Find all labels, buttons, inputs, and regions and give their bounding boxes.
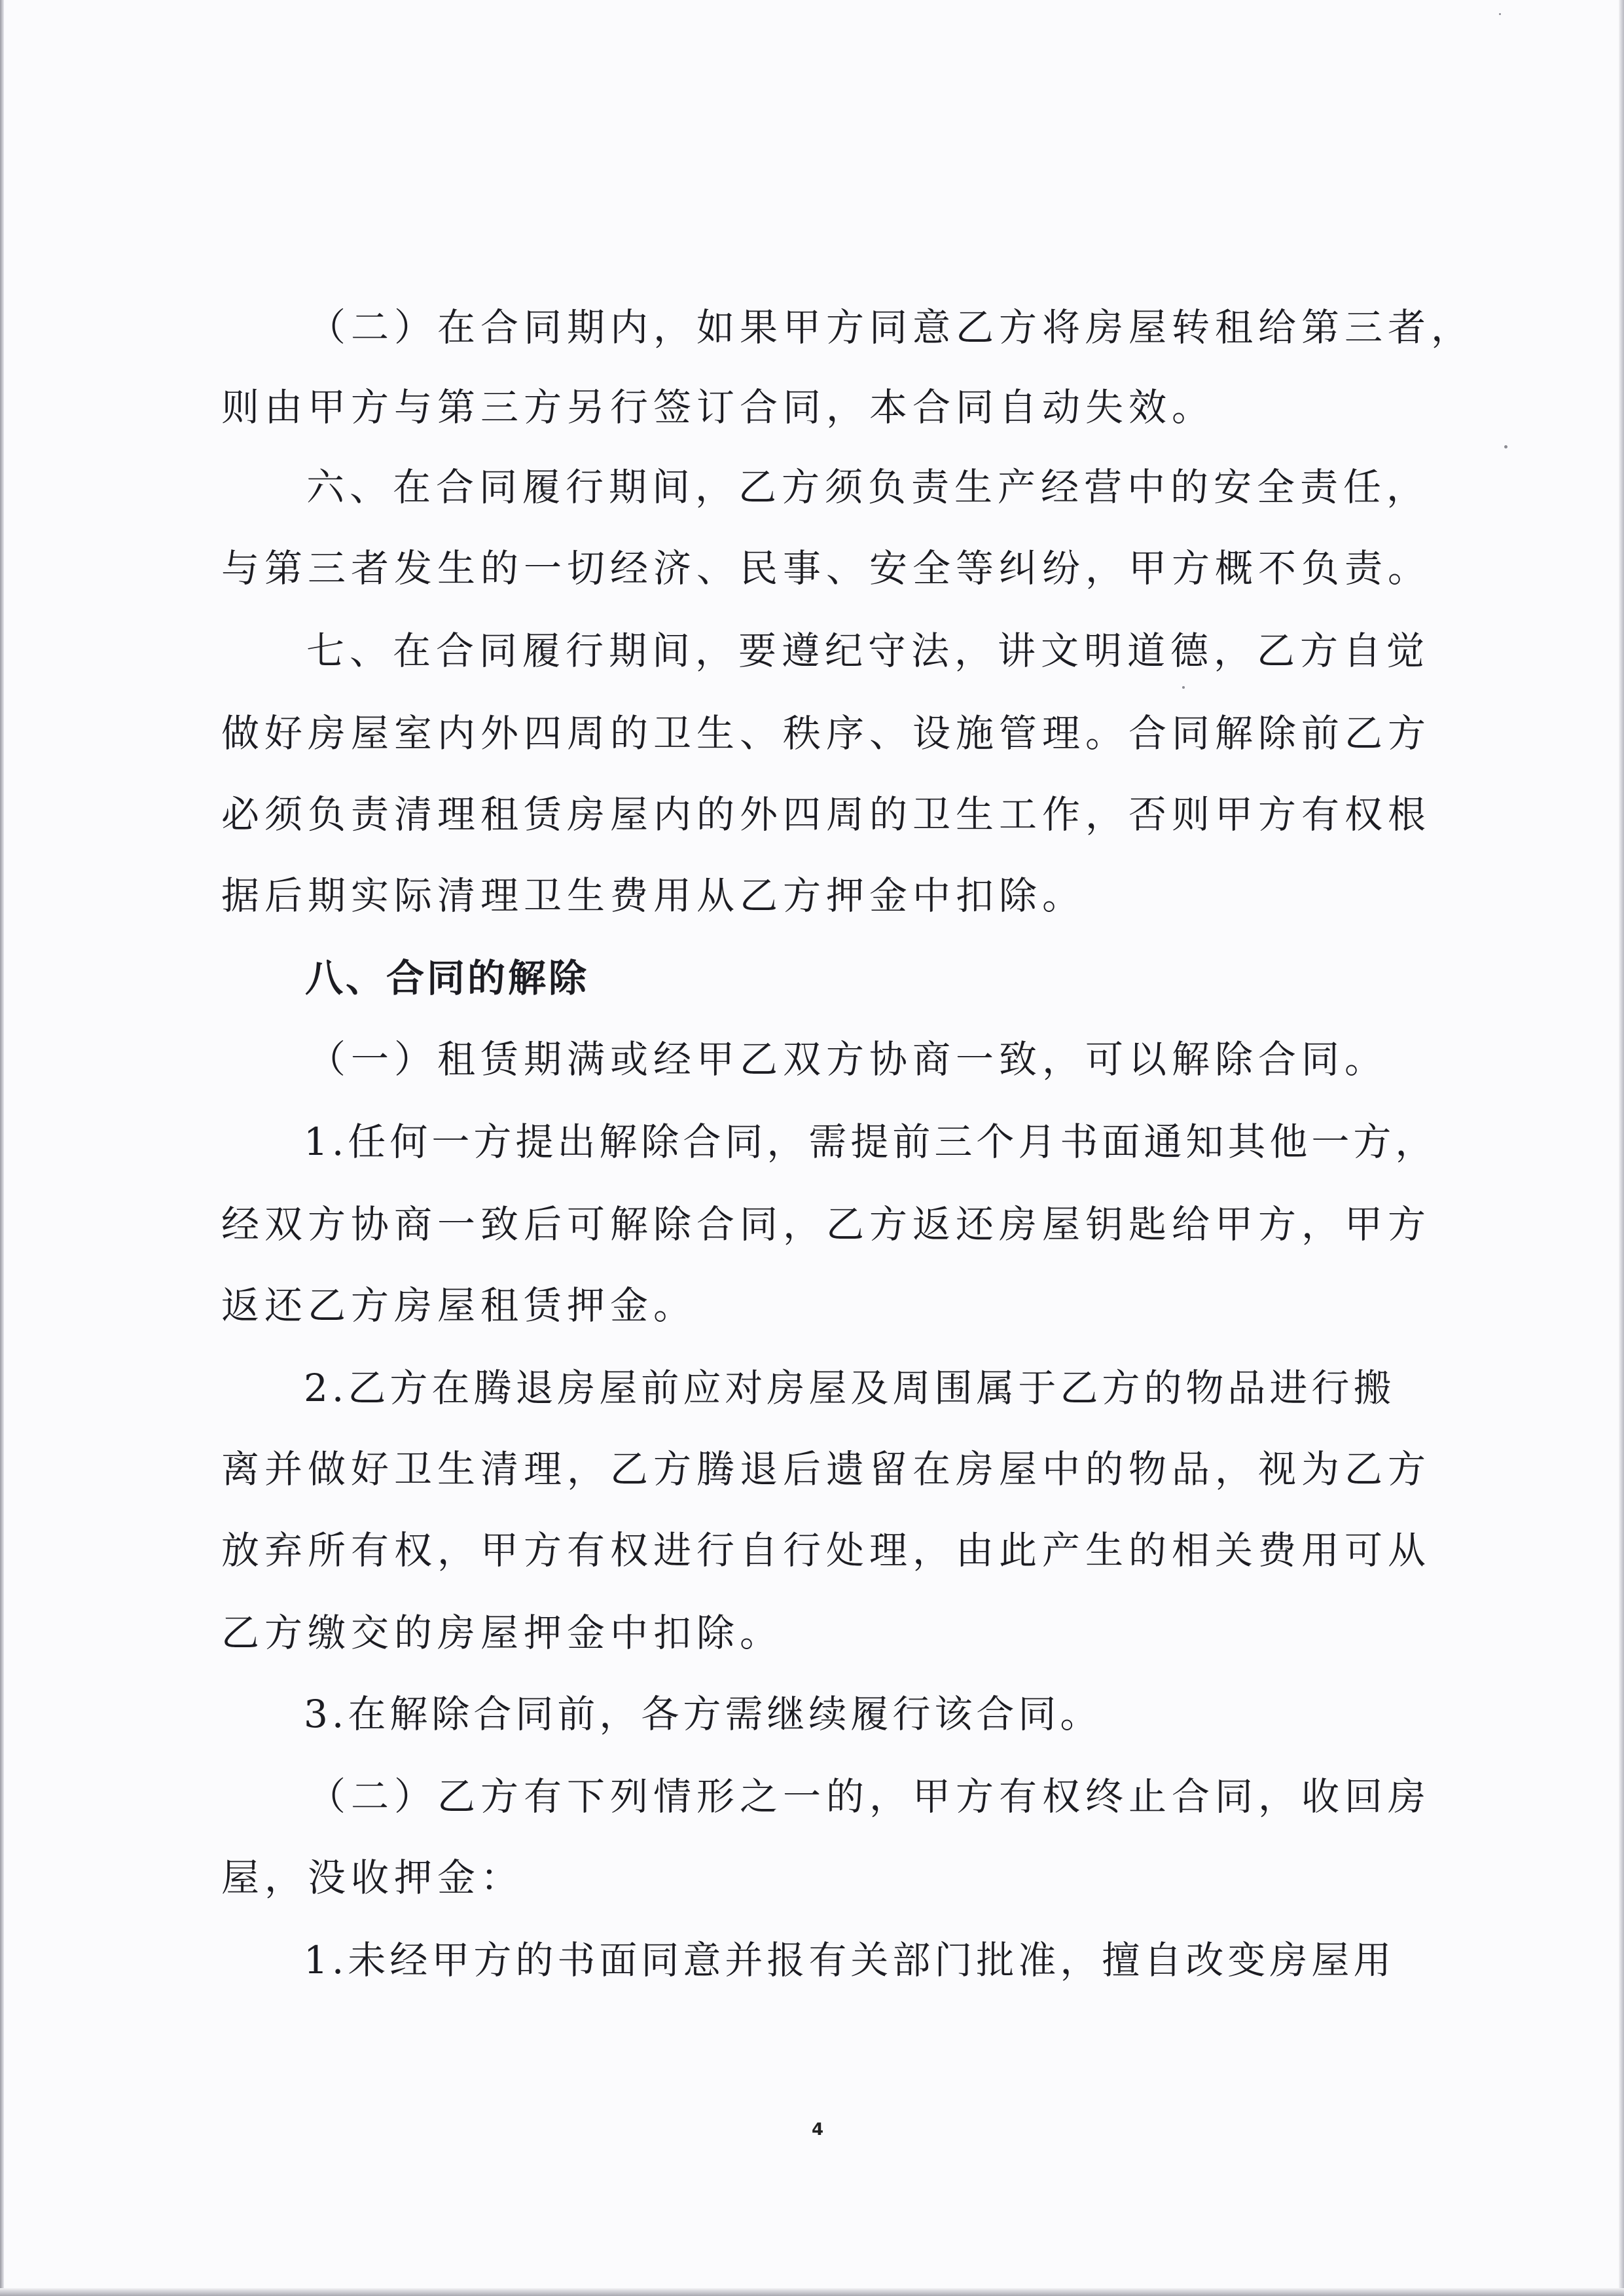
paragraph-line: 六、在合同履行期间，乙方须负责生产经营中的安全责任，	[306, 465, 1430, 509]
paragraph-line: 2.乙方在腾退房屋前应对房屋及周围属于乙方的物品进行搬	[304, 1366, 1396, 1410]
paragraph-line: 1.任何一方提出解除合同，需提前三个月书面通知其他一方，	[304, 1120, 1437, 1164]
paragraph-line: 则由甲方与第三方另行签订合同，本合同自动失效。	[221, 385, 1216, 429]
paragraph-line: 做好房屋室内外四周的卫生、秩序、设施管理。合同解除前乙方	[221, 711, 1432, 756]
section-heading: 八、合同的解除	[305, 956, 590, 1000]
paragraph-line: （二）在合同期内，如果甲方同意乙方将房屋转租给第三者，	[308, 305, 1475, 350]
paragraph-line: 据后期实际清理卫生费用从乙方押金中扣除。	[221, 873, 1086, 918]
paragraph-line: 放弃所有权，甲方有权进行自行处理，由此产生的相关费用可从	[221, 1528, 1432, 1573]
paragraph-line: 与第三者发生的一切经济、民事、安全等纠纷，甲方概不负责。	[221, 546, 1432, 591]
paragraph-line: 乙方缴交的房屋押金中扣除。	[221, 1611, 784, 1655]
paragraph-line: 七、在合同履行期间，要遵纪守法，讲文明道德，乙方自觉	[306, 629, 1430, 673]
paragraph-line: 屋，没收押金：	[221, 1855, 524, 1900]
paragraph-line: 经双方协商一致后可解除合同，乙方返还房屋钥匙给甲方，甲方	[221, 1202, 1432, 1247]
scan-speck	[1504, 445, 1507, 448]
paragraph-line: 1.未经甲方的书面同意并报有关部门批准，擅自改变房屋用	[304, 1938, 1396, 1982]
paragraph-line: 必须负责清理租赁房屋内的外四周的卫生工作，否则甲方有权根	[221, 792, 1432, 837]
paragraph-line: 返还乙方房屋租赁押金。	[221, 1283, 697, 1328]
paragraph-line: 3.在解除合同前，各方需继续履行该合同。	[304, 1692, 1102, 1736]
paragraph-line: （二）乙方有下列情形之一的，甲方有权终止合同，收回房	[308, 1774, 1432, 1819]
paragraph-line: （一）租赁期满或经甲乙双方协商一致，可以解除合同。	[308, 1037, 1388, 1082]
page-number: 4	[812, 2120, 824, 2140]
scan-speck	[1499, 13, 1501, 15]
paragraph-line: 离并做好卫生清理，乙方腾退后遗留在房屋中的物品，视为乙方	[221, 1447, 1432, 1491]
scan-speck	[1182, 686, 1185, 689]
